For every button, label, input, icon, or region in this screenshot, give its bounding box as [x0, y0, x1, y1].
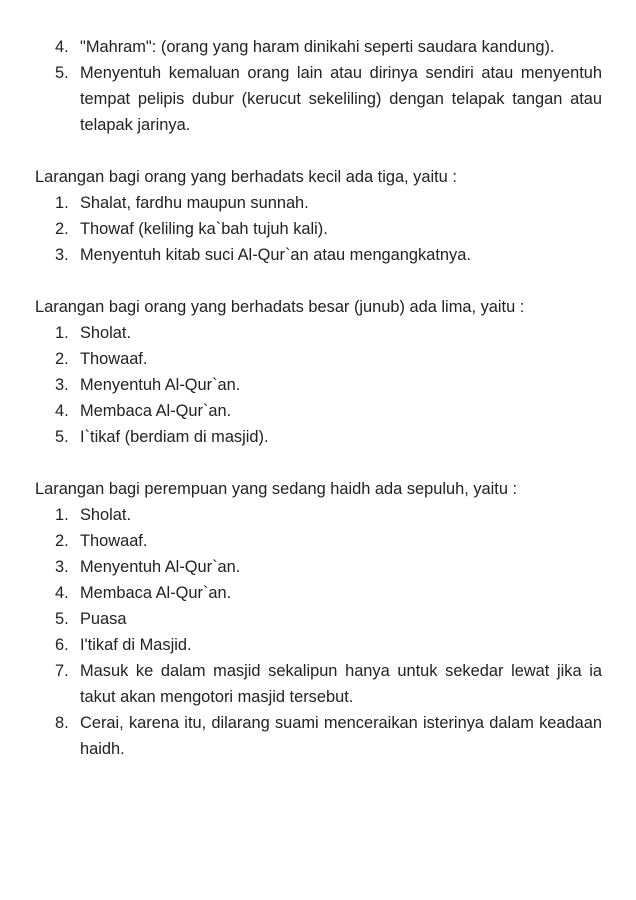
section-kecil-intro: Larangan bagi orang yang berhadats kecil ada tiga, yaitu : [35, 168, 457, 186]
list-item [35, 60, 602, 138]
list-number: 1. [55, 324, 69, 342]
continued-list [35, 34, 602, 138]
list-number: 5. [55, 64, 69, 82]
list-item [35, 242, 602, 268]
list-number: 2. [55, 350, 69, 368]
list-number: 6. [55, 636, 69, 654]
list-item [35, 658, 602, 710]
list-number: 3. [55, 246, 69, 264]
list-item [35, 398, 602, 424]
list-number: 4. [55, 38, 69, 56]
list-text: Menyentuh kitab suci Al-Qur`an atau mengangkatnya. [80, 246, 471, 264]
list-text: Puasa [80, 610, 127, 628]
list-text: Sholat. [80, 324, 132, 342]
list-text: Masuk ke dalam masjid sekalipun hanya untuk sekedar lewat jika ia takut akan mengotori masjid tersebut. [80, 662, 602, 706]
section-besar-intro: Larangan bagi orang yang berhadats besar (junub) ada lima, yaitu : [35, 298, 525, 316]
paragraph-gap [35, 138, 602, 164]
list-item [35, 710, 602, 762]
list-number: 3. [55, 558, 69, 576]
list-item [35, 554, 602, 580]
list-number: 2. [55, 532, 69, 550]
list-item [35, 606, 602, 632]
list-item [35, 580, 602, 606]
paragraph-gap [35, 450, 602, 476]
list-text: I`tikaf (berdiam di masjid). [80, 428, 269, 446]
list-item [35, 372, 602, 398]
list-text: Menyentuh Al-Qur`an. [80, 558, 241, 576]
list-text: Thowaf (keliling ka`bah tujuh kali). [80, 220, 328, 238]
list-number: 1. [55, 194, 69, 212]
section-haidh-list [35, 502, 602, 762]
list-number: 5. [55, 610, 69, 628]
list-text: Thowaaf. [80, 350, 148, 368]
list-item [35, 320, 602, 346]
list-number: 2. [55, 220, 69, 238]
section-kecil-list [35, 190, 602, 268]
list-number: 3. [55, 376, 69, 394]
paragraph-gap [35, 268, 602, 294]
list-item [35, 632, 602, 658]
list-number: 8. [55, 714, 69, 732]
list-text: Menyentuh kemaluan orang lain atau dirinya sendiri atau menyentuh tempat pelipis dubur (kerucut sekeliling) dengan telapak tangan atau telapak jarinya. [80, 64, 602, 134]
list-number: 1. [55, 506, 69, 524]
section-besar-list [35, 320, 602, 450]
list-text: I'tikaf di Masjid. [80, 636, 192, 654]
section-haidh-intro: Larangan bagi perempuan yang sedang haidh ada sepuluh, yaitu : [35, 480, 518, 498]
list-item [35, 216, 602, 242]
list-number: 4. [55, 584, 69, 602]
list-text: Membaca Al-Qur`an. [80, 402, 232, 420]
list-item [35, 528, 602, 554]
list-text: Shalat, fardhu maupun sunnah. [80, 194, 309, 212]
list-item [35, 34, 602, 60]
list-text: Sholat. [80, 506, 132, 524]
list-text: Menyentuh Al-Qur`an. [80, 376, 241, 394]
list-text: Membaca Al-Qur`an. [80, 584, 232, 602]
list-item [35, 190, 602, 216]
list-number: 5. [55, 428, 69, 446]
list-number: 4. [55, 402, 69, 420]
list-text: "Mahram": (orang yang haram dinikahi seperti saudara kandung). [80, 38, 555, 56]
list-text: Cerai, karena itu, dilarang suami menceraikan isterinya dalam keadaan haidh. [80, 714, 602, 758]
list-item [35, 502, 602, 528]
list-number: 7. [55, 662, 69, 680]
list-item [35, 424, 602, 450]
list-text: Thowaaf. [80, 532, 148, 550]
list-item [35, 346, 602, 372]
